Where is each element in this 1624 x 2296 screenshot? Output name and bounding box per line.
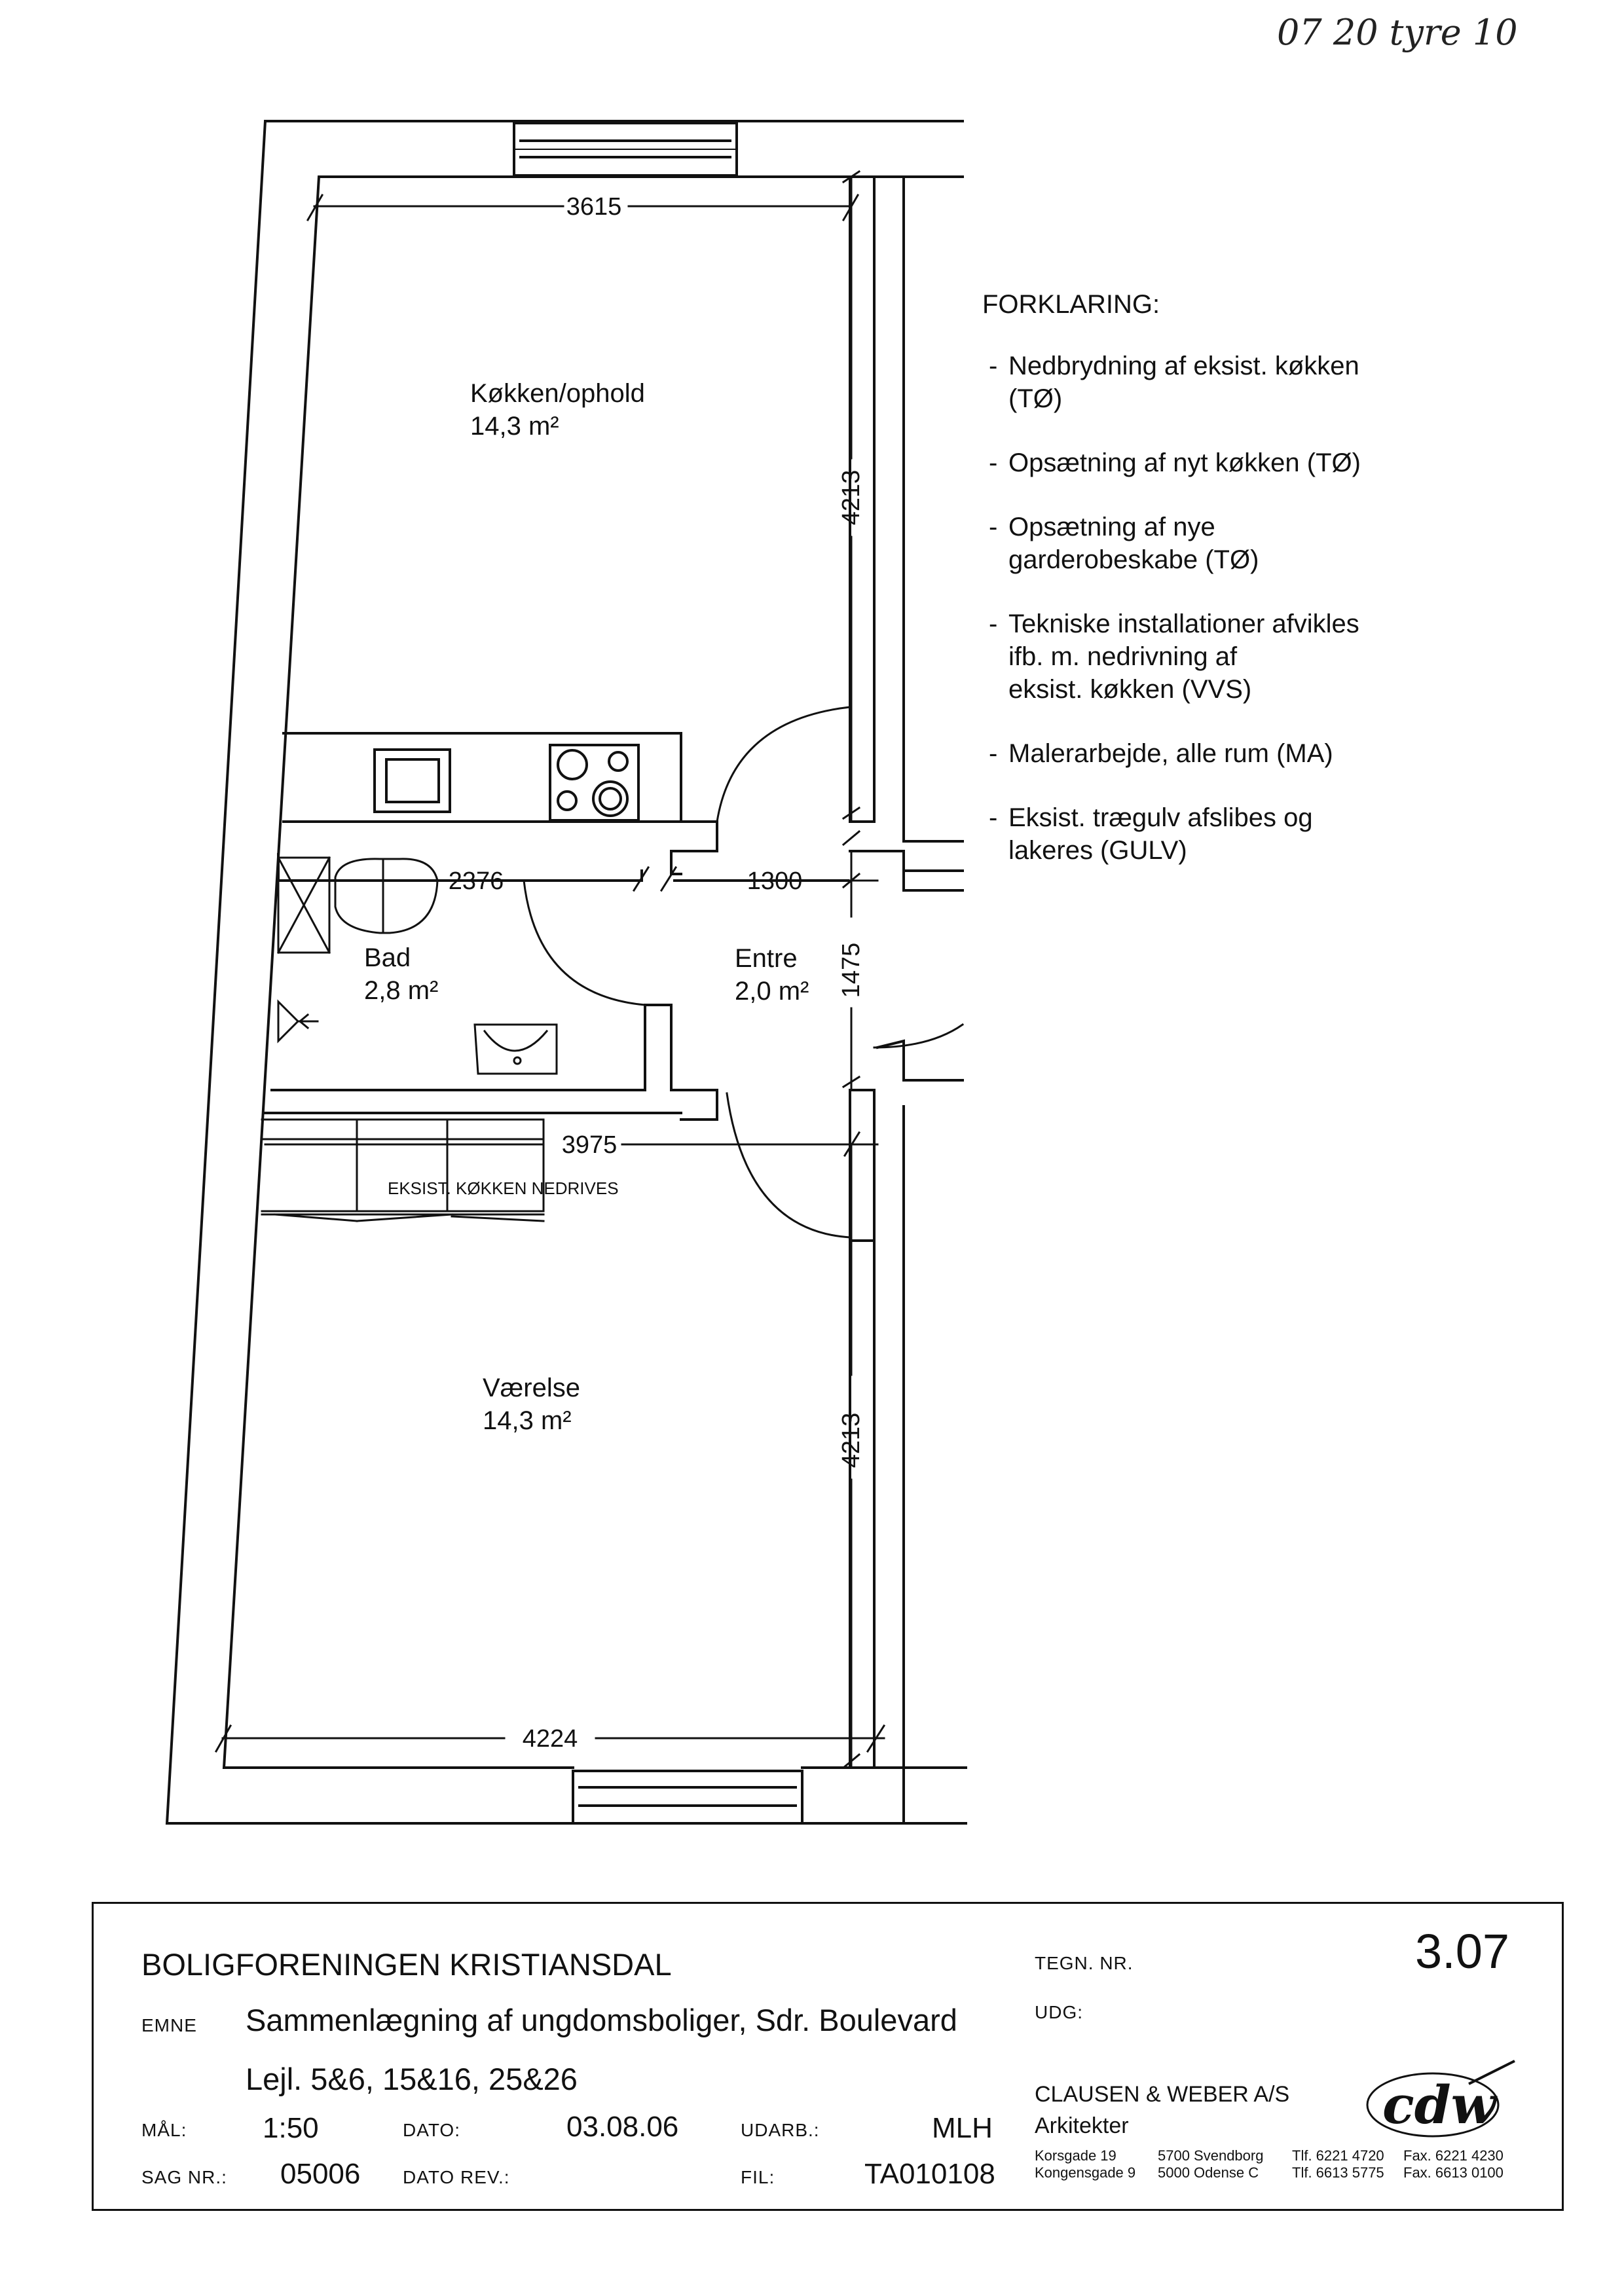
dim-entre-depth: 1475 [838,942,865,998]
room-name-entre: Entre [735,944,798,973]
legend [982,288,1441,898]
top-window [514,123,737,175]
bottom-window [573,1771,802,1823]
case-label: SAG NR.: [141,2167,227,2187]
room-name-bath: Bad [364,943,411,972]
dim-entre-width: 1300 [747,867,803,895]
room-area-entre: 2,0 m² [735,977,809,1006]
case-value: 05006 [280,2158,361,2190]
firm-sub: Arkitekter [1035,2113,1129,2138]
tel-2: Tlf. 6613 5775 [1292,2164,1384,2181]
dim-kitchen-width: 3615 [566,193,622,221]
room-area-bath: 2,8 m² [364,976,439,1005]
legend-item: - Nedbrydning af eksist. køkken (TØ) [982,350,1441,415]
dim-bath-width: 2376 [448,867,504,895]
room-name-kitchen: Køkken/ophold [470,379,645,408]
fax-2: Fax. 6613 0100 [1403,2164,1504,2181]
legend-list [982,350,1441,867]
legend-item: - Tekniske installationer afvikles ifb. m. nedrivning af eksist. køkken (VVS) [982,608,1441,706]
city-2: 5000 Odense C [1158,2164,1259,2181]
city-1: 5700 Svendborg [1158,2147,1264,2164]
tel-1: Tlf. 6221 4720 [1292,2147,1384,2164]
legend-item: - Eksist. trægulv afslibes og lakeres (GULV) [982,801,1441,867]
udg-label: UDG: [1035,2002,1083,2022]
address-1: Korsgade 19 [1035,2147,1116,2164]
firm-name: CLAUSEN & WEBER A/S [1035,2082,1290,2107]
existing-kitchen-note: EKSIST. KØKKEN NEDRIVES [388,1178,619,1198]
drawn-label: UDARB.: [741,2120,820,2140]
bath-fixtures [278,858,557,1074]
client-name: BOLIGFORENINGEN KRISTIANSDAL [141,1947,672,1982]
room-area-kitchen: 14,3 m² [470,412,559,441]
kitchen-counter [284,733,681,822]
legend-item: - Opsætning af nyt køkken (TØ) [982,446,1441,479]
room-name-vaerelse: Værelse [483,1374,580,1402]
date-value: 03.08.06 [566,2111,679,2143]
existing-kitchen [262,1120,544,1221]
fax-1: Fax. 6221 4230 [1403,2147,1504,2164]
file-label: FIL: [741,2167,775,2187]
corridor-wall [850,177,963,1823]
drawn-value: MLH [932,2112,993,2144]
legend-item: - Opsætning af nye garderobeskabe (TØ) [982,511,1441,576]
legend-item: - Malerarbejde, alle rum (MA) [982,737,1441,770]
address-2: Kongensgade 9 [1035,2164,1136,2181]
dim-kitchen-depth: 4213 [838,469,865,526]
handwritten-note: 07 20 tyre 10 [1277,12,1518,53]
drawing-no-label: TEGN. NR. [1035,1953,1134,1973]
dim-room-width: 4224 [522,1725,578,1753]
legend-title: FORKLARING: [982,290,1160,319]
scale-value: 1:50 [263,2112,319,2144]
room-area-vaerelse: 14,3 m² [483,1406,572,1435]
rev-label: DATO REV.: [403,2167,510,2187]
drawing-no: 3.07 [1415,1924,1510,1978]
subject-line-2: Lejl. 5&6, 15&16, 25&26 [246,2062,578,2096]
date-label: DATO: [403,2120,460,2140]
dim-room-depth: 4213 [838,1412,865,1468]
subject-label: EMNE [141,2015,197,2035]
title-block [92,1902,1564,2211]
scale-label: MÅL: [141,2120,187,2140]
firm-logo-text: cdw [1382,2074,1496,2136]
file-value: TA010108 [864,2158,995,2190]
subject-line-1: Sammenlægning af ungdomsboliger, Sdr. Boulevard [246,2003,957,2037]
firm-logo [1364,2058,1521,2143]
dim-room-upper: 3975 [561,1131,618,1159]
